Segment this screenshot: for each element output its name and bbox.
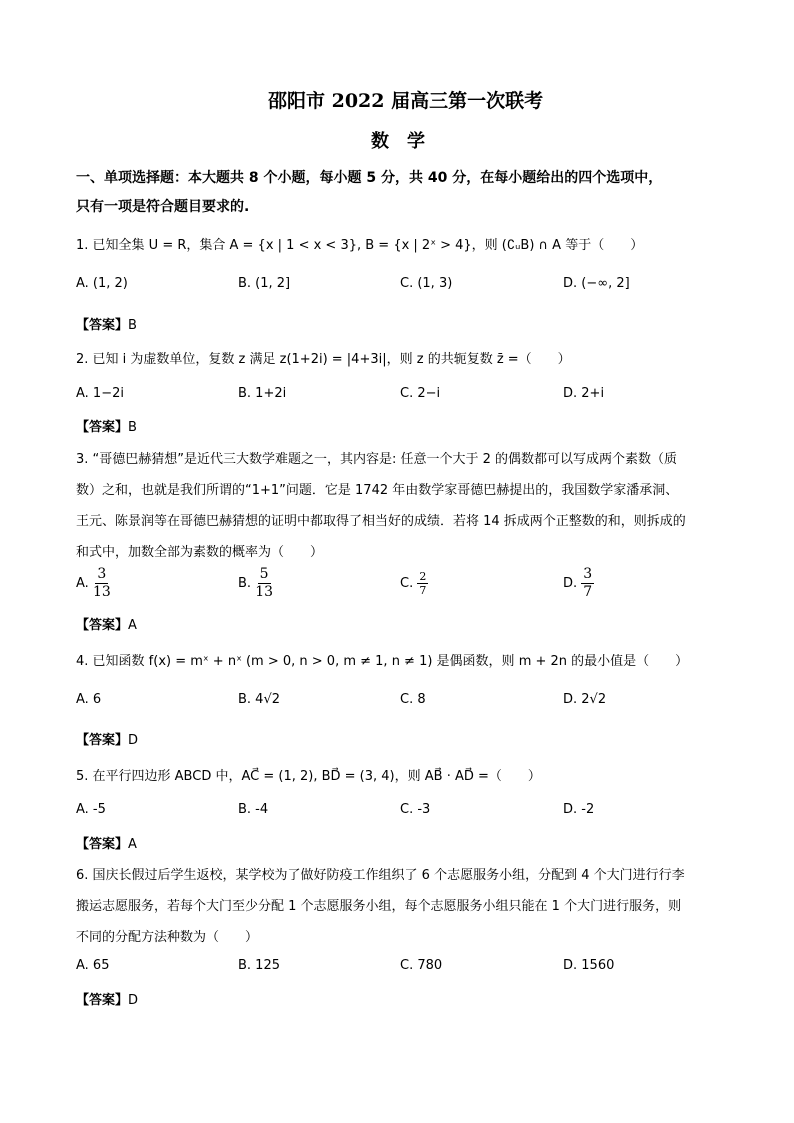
option-b: B. -4	[238, 802, 269, 817]
answer-line	[76, 314, 137, 333]
option-label: A.	[76, 576, 89, 591]
answer-label: 【答案】	[76, 420, 129, 435]
subject-title: 数 学	[371, 131, 425, 152]
answer-value: D	[128, 733, 139, 748]
denominator: 7	[419, 584, 427, 597]
answer-label: 【答案】	[76, 318, 129, 333]
option-label: B.	[238, 576, 252, 591]
option-b: B. (1, 2]	[238, 276, 291, 291]
answer-line	[76, 833, 137, 852]
question-stem-line: 不同的分配方法种数为（ ）	[76, 930, 259, 945]
option-c: C. 8	[400, 692, 426, 707]
question-stem: 1. 已知全集 U = R，集合 A = {x | 1 < x < 3}, B = {x | 2ˣ > 4}，则 (∁ᵤB) ∩ A 等于（ ）	[76, 238, 644, 253]
option-a	[76, 566, 111, 601]
question-stem-line: 王元、陈景润等在哥德巴赫猜想的证明中都取得了相当好的成绩．若将 14 拆成两个正整数的和，则拆成的	[76, 514, 686, 529]
answer-line	[76, 729, 138, 748]
option-d: D. -2	[563, 802, 595, 817]
option-c: C. 2−i	[400, 386, 441, 401]
answer-value: D	[128, 993, 139, 1008]
answer-line	[76, 614, 137, 633]
option-label: C.	[400, 576, 414, 591]
question-stem-line: 数）之和，也就是我们所谓的“1+1”问题．它是 1742 年由数学家哥德巴赫提出的，我国数学家潘承洞、	[76, 483, 679, 498]
question-stem: 4. 已知函数 f(x) = mˣ + nˣ (m > 0, n > 0, m ≠ 1, n ≠ 1) 是偶函数，则 m + 2n 的最小值是（ ）	[76, 654, 689, 669]
option-a: A. 1−2i	[76, 386, 124, 401]
question-stem-line: 搬运志愿服务，若每个大门至少分配 1 个志愿服务小组，每个志愿服务小组只能在 1 个大门进行服务，则	[76, 899, 682, 914]
option-c: C. -3	[400, 802, 431, 817]
denominator: 13	[255, 584, 274, 600]
numerator: 5	[259, 566, 269, 582]
question-stem-line: 和式中，加数全部为素数的概率为（ ）	[76, 545, 324, 560]
option-d: D. 2√2	[563, 692, 607, 707]
answer-label: 【答案】	[76, 837, 129, 852]
question-stem: 5. 在平行四边形 ABCD 中，AC⃗ = (1, 2), BD⃗ = (3, 4)，则 AB⃗ · AD⃗ =（ ）	[76, 769, 541, 784]
option-b: B. 1+2i	[238, 386, 287, 401]
option-c: C. 780	[400, 958, 443, 973]
option-a: A. 65	[76, 958, 110, 973]
fraction	[255, 566, 273, 601]
answer-label: 【答案】	[76, 618, 129, 633]
answer-line	[76, 989, 138, 1008]
question-stem: 2. 已知 i 为虚数单位，复数 z 满足 z(1+2i) = |4+3i|，则 z 的共轭复数 z̄ =（ ）	[76, 352, 571, 367]
option-d: D. 1560	[563, 958, 615, 973]
answer-value: B	[128, 420, 137, 435]
answer-label: 【答案】	[76, 993, 129, 1008]
option-d: D. 2+i	[563, 386, 605, 401]
option-a: A. (1, 2)	[76, 276, 128, 291]
option-b	[238, 566, 273, 601]
option-label: D.	[563, 576, 578, 591]
fraction	[581, 566, 594, 601]
option-c: C. (1, 3)	[400, 276, 453, 291]
question-stem-line: 3. “哥德巴赫猜想”是近代三大数学难题之一，其内容是: 任意一个大于 2 的偶数都可以写成两个素数（质	[76, 452, 678, 467]
answer-value: B	[128, 318, 137, 333]
answer-value: A	[128, 618, 137, 633]
denominator: 7	[583, 584, 593, 600]
question-stem-line: 6. 国庆长假过后学生返校，某学校为了做好防疫工作组织了 6 个志愿服务小组，分配到 4 个大门进行行李	[76, 868, 685, 883]
numerator: 3	[97, 566, 107, 582]
fraction	[93, 566, 111, 601]
option-c	[400, 570, 428, 597]
answer-line	[76, 416, 137, 435]
option-a: A. -5	[76, 802, 106, 817]
option-b: B. 4√2	[238, 692, 281, 707]
numerator: 3	[583, 566, 593, 582]
answer-value: A	[128, 837, 137, 852]
denominator: 13	[92, 584, 111, 600]
option-b: B. 125	[238, 958, 280, 973]
fraction	[417, 570, 428, 597]
option-d	[563, 566, 594, 601]
option-d: D. (−∞, 2]	[563, 276, 630, 291]
section-heading-line2: 只有一项是符合题目要求的.	[76, 199, 250, 215]
exam-title: 邵阳市 2022 届高三第一次联考	[268, 90, 544, 112]
section-heading-line1: 一、单项选择题：本大题共 8 个小题，每小题 5 分，共 40 分，在每小题给出的四个选项中，	[76, 170, 663, 186]
answer-label: 【答案】	[76, 733, 129, 748]
numerator: 2	[419, 570, 427, 583]
option-a: A. 6	[76, 692, 102, 707]
